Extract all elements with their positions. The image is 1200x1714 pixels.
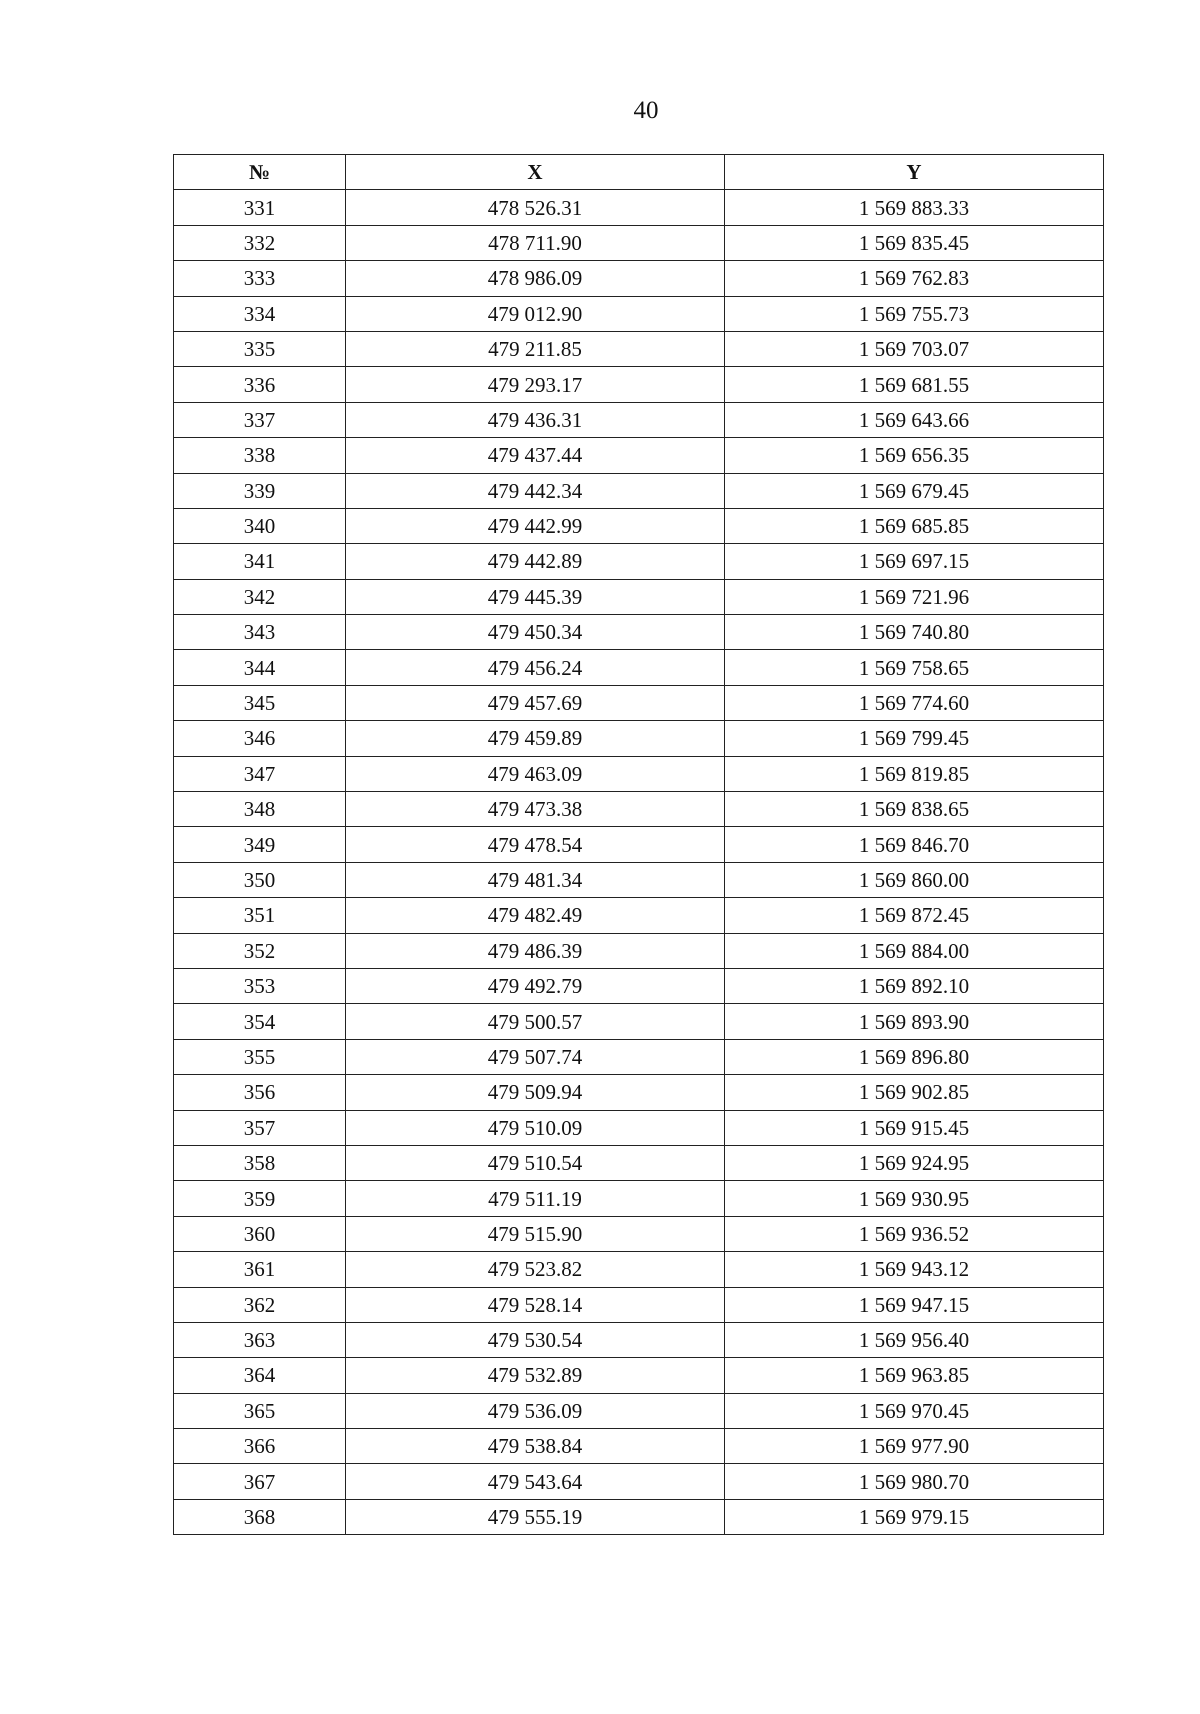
cell-y: 1 569 758.65 (725, 650, 1104, 685)
cell-number: 362 (174, 1287, 346, 1322)
table-row (174, 1252, 1104, 1287)
cell-number: 342 (174, 579, 346, 614)
header-number: № (174, 155, 346, 190)
table-row (174, 1004, 1104, 1039)
cell-x: 479 456.24 (346, 650, 725, 685)
table-row (174, 721, 1104, 756)
cell-x: 479 211.85 (346, 331, 725, 366)
cell-x: 479 523.82 (346, 1252, 725, 1287)
cell-number: 353 (174, 968, 346, 1003)
cell-number: 364 (174, 1358, 346, 1393)
cell-number: 352 (174, 933, 346, 968)
cell-y: 1 569 979.15 (725, 1499, 1104, 1534)
table-row (174, 1358, 1104, 1393)
cell-x: 479 510.09 (346, 1110, 725, 1145)
cell-number: 365 (174, 1393, 346, 1428)
table-row (174, 1464, 1104, 1499)
cell-number: 334 (174, 296, 346, 331)
cell-x: 479 509.94 (346, 1075, 725, 1110)
cell-y: 1 569 947.15 (725, 1287, 1104, 1322)
cell-y: 1 569 902.85 (725, 1075, 1104, 1110)
table-row (174, 1110, 1104, 1145)
cell-y: 1 569 774.60 (725, 685, 1104, 720)
cell-y: 1 569 643.66 (725, 402, 1104, 437)
cell-y: 1 569 896.80 (725, 1039, 1104, 1074)
table-row (174, 968, 1104, 1003)
cell-number: 360 (174, 1216, 346, 1251)
cell-y: 1 569 936.52 (725, 1216, 1104, 1251)
cell-number: 337 (174, 402, 346, 437)
cell-number: 358 (174, 1145, 346, 1180)
cell-y: 1 569 956.40 (725, 1322, 1104, 1357)
table-row (174, 544, 1104, 579)
table-row (174, 615, 1104, 650)
table-row (174, 1499, 1104, 1534)
cell-y: 1 569 930.95 (725, 1181, 1104, 1216)
table-body (174, 190, 1104, 1535)
cell-x: 479 543.64 (346, 1464, 725, 1499)
cell-x: 479 442.89 (346, 544, 725, 579)
cell-x: 479 486.39 (346, 933, 725, 968)
cell-x: 478 526.31 (346, 190, 725, 225)
cell-number: 368 (174, 1499, 346, 1534)
cell-number: 341 (174, 544, 346, 579)
cell-number: 356 (174, 1075, 346, 1110)
cell-number: 344 (174, 650, 346, 685)
table-row (174, 1322, 1104, 1357)
cell-y: 1 569 656.35 (725, 438, 1104, 473)
cell-number: 350 (174, 862, 346, 897)
cell-x: 479 457.69 (346, 685, 725, 720)
cell-x: 479 437.44 (346, 438, 725, 473)
cell-x: 479 528.14 (346, 1287, 725, 1322)
cell-y: 1 569 755.73 (725, 296, 1104, 331)
cell-x: 479 293.17 (346, 367, 725, 402)
cell-x: 479 442.34 (346, 473, 725, 508)
cell-number: 351 (174, 898, 346, 933)
cell-y: 1 569 883.33 (725, 190, 1104, 225)
cell-x: 478 986.09 (346, 261, 725, 296)
cell-number: 343 (174, 615, 346, 650)
cell-x: 479 012.90 (346, 296, 725, 331)
cell-x: 479 500.57 (346, 1004, 725, 1039)
table-row (174, 862, 1104, 897)
header-x: X (346, 155, 725, 190)
cell-x: 479 445.39 (346, 579, 725, 614)
cell-number: 335 (174, 331, 346, 366)
cell-number: 348 (174, 792, 346, 827)
cell-x: 479 492.79 (346, 968, 725, 1003)
table-row (174, 438, 1104, 473)
cell-number: 363 (174, 1322, 346, 1357)
cell-y: 1 569 703.07 (725, 331, 1104, 366)
table-row (174, 756, 1104, 791)
table-row (174, 1393, 1104, 1428)
cell-y: 1 569 970.45 (725, 1393, 1104, 1428)
table-row (174, 1216, 1104, 1251)
header-y: Y (725, 155, 1104, 190)
cell-y: 1 569 846.70 (725, 827, 1104, 862)
cell-number: 355 (174, 1039, 346, 1074)
table-row (174, 331, 1104, 366)
cell-number: 354 (174, 1004, 346, 1039)
cell-number: 359 (174, 1181, 346, 1216)
table-header (174, 155, 1104, 190)
cell-number: 338 (174, 438, 346, 473)
cell-number: 367 (174, 1464, 346, 1499)
cell-number: 340 (174, 508, 346, 543)
table-row (174, 190, 1104, 225)
cell-x: 479 482.49 (346, 898, 725, 933)
cell-number: 339 (174, 473, 346, 508)
cell-number: 366 (174, 1429, 346, 1464)
cell-y: 1 569 924.95 (725, 1145, 1104, 1180)
cell-y: 1 569 980.70 (725, 1464, 1104, 1499)
table-row (174, 1075, 1104, 1110)
table-row (174, 1145, 1104, 1180)
table-row (174, 367, 1104, 402)
cell-y: 1 569 799.45 (725, 721, 1104, 756)
table-row (174, 1429, 1104, 1464)
cell-y: 1 569 860.00 (725, 862, 1104, 897)
cell-x: 479 442.99 (346, 508, 725, 543)
cell-x: 479 436.31 (346, 402, 725, 437)
cell-y: 1 569 915.45 (725, 1110, 1104, 1145)
cell-number: 346 (174, 721, 346, 756)
table-row (174, 933, 1104, 968)
cell-x: 479 450.34 (346, 615, 725, 650)
coordinates-table (173, 154, 1104, 1535)
cell-x: 479 511.19 (346, 1181, 725, 1216)
cell-number: 332 (174, 225, 346, 260)
cell-number: 347 (174, 756, 346, 791)
cell-number: 345 (174, 685, 346, 720)
cell-y: 1 569 884.00 (725, 933, 1104, 968)
header-row (174, 155, 1104, 190)
cell-x: 479 538.84 (346, 1429, 725, 1464)
cell-y: 1 569 963.85 (725, 1358, 1104, 1393)
cell-y: 1 569 681.55 (725, 367, 1104, 402)
cell-y: 1 569 893.90 (725, 1004, 1104, 1039)
cell-x: 479 459.89 (346, 721, 725, 756)
table-row (174, 473, 1104, 508)
table-row (174, 898, 1104, 933)
cell-x: 478 711.90 (346, 225, 725, 260)
cell-x: 479 536.09 (346, 1393, 725, 1428)
table-row (174, 296, 1104, 331)
cell-y: 1 569 762.83 (725, 261, 1104, 296)
cell-x: 479 515.90 (346, 1216, 725, 1251)
cell-number: 336 (174, 367, 346, 402)
cell-x: 479 473.38 (346, 792, 725, 827)
cell-x: 479 530.54 (346, 1322, 725, 1357)
table-row (174, 225, 1104, 260)
table-row (174, 827, 1104, 862)
cell-x: 479 507.74 (346, 1039, 725, 1074)
cell-y: 1 569 679.45 (725, 473, 1104, 508)
cell-y: 1 569 892.10 (725, 968, 1104, 1003)
cell-y: 1 569 697.15 (725, 544, 1104, 579)
cell-y: 1 569 872.45 (725, 898, 1104, 933)
table-row (174, 1181, 1104, 1216)
table-row (174, 685, 1104, 720)
cell-y: 1 569 838.65 (725, 792, 1104, 827)
cell-x: 479 481.34 (346, 862, 725, 897)
table-row (174, 402, 1104, 437)
cell-y: 1 569 835.45 (725, 225, 1104, 260)
cell-number: 357 (174, 1110, 346, 1145)
table-row (174, 261, 1104, 296)
cell-y: 1 569 721.96 (725, 579, 1104, 614)
cell-number: 331 (174, 190, 346, 225)
cell-x: 479 463.09 (346, 756, 725, 791)
table-row (174, 792, 1104, 827)
cell-y: 1 569 740.80 (725, 615, 1104, 650)
cell-y: 1 569 977.90 (725, 1429, 1104, 1464)
cell-x: 479 510.54 (346, 1145, 725, 1180)
table-row (174, 508, 1104, 543)
page-number: 40 (633, 97, 659, 124)
cell-y: 1 569 685.85 (725, 508, 1104, 543)
table-row (174, 1287, 1104, 1322)
cell-x: 479 555.19 (346, 1499, 725, 1534)
table-row (174, 579, 1104, 614)
cell-number: 349 (174, 827, 346, 862)
table-row (174, 650, 1104, 685)
cell-y: 1 569 943.12 (725, 1252, 1104, 1287)
cell-y: 1 569 819.85 (725, 756, 1104, 791)
table-row (174, 1039, 1104, 1074)
cell-number: 361 (174, 1252, 346, 1287)
cell-x: 479 532.89 (346, 1358, 725, 1393)
cell-x: 479 478.54 (346, 827, 725, 862)
cell-number: 333 (174, 261, 346, 296)
